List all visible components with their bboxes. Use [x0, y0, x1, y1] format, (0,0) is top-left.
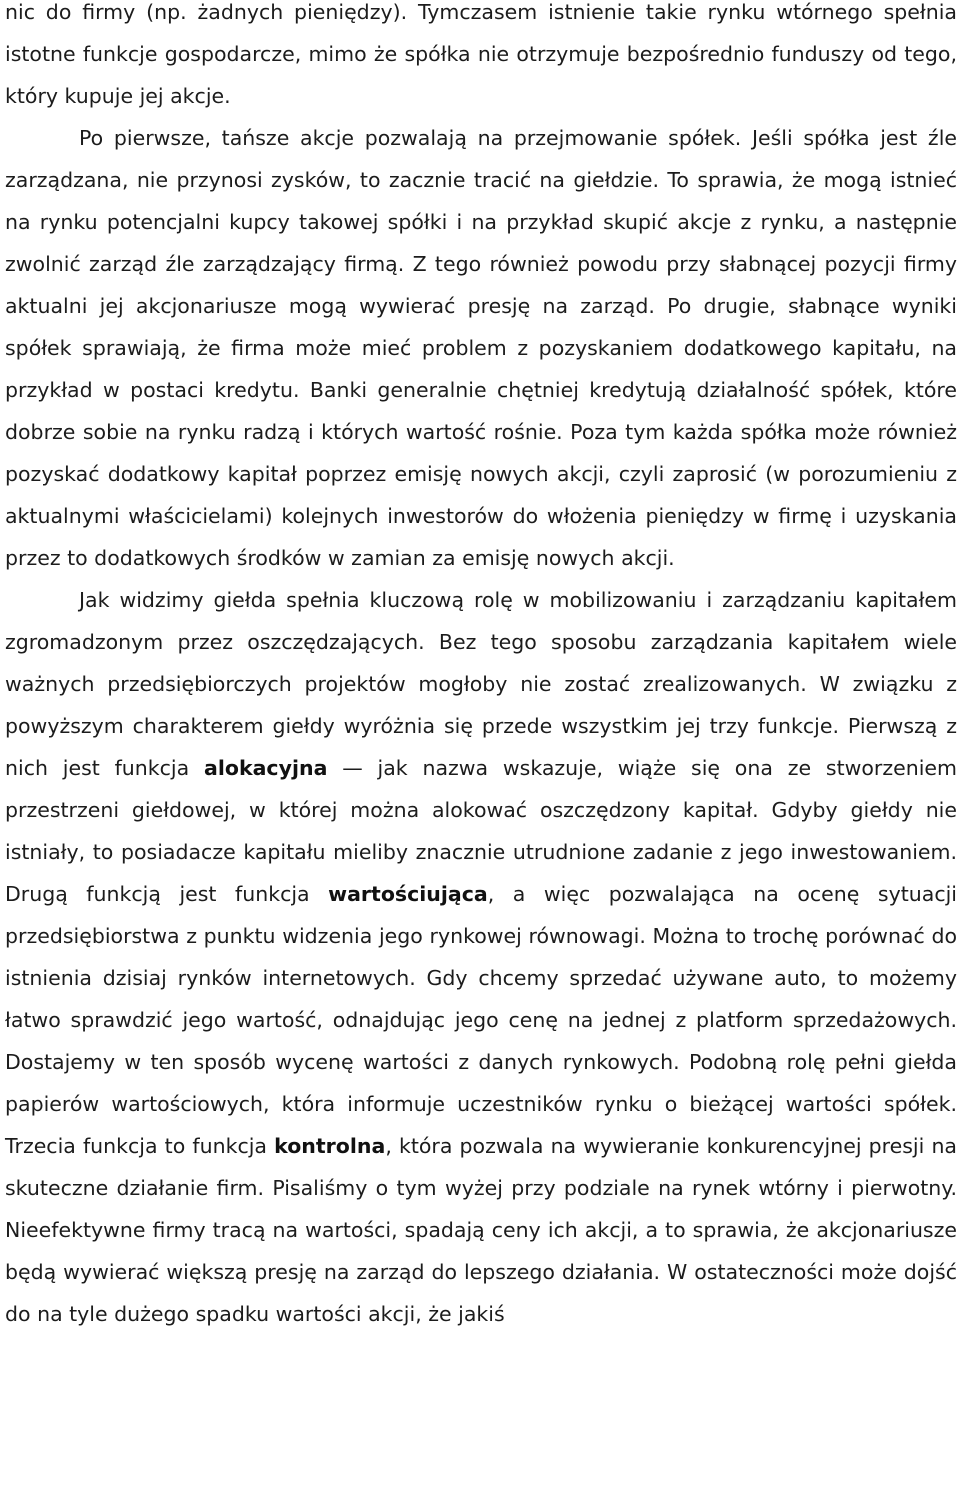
text-run: Po pierwsze, tańsze akcje pozwalają na przejmowanie spółek. Jeśli spółka jest źle zarządzana, nie przynosi zysków, to zacznie tracić na giełdzie. To sprawia, że mogą istnieć na rynku potencjalni kupcy takowej spółki i na przykład skupić akcje z rynku, a następnie zwolnić zarząd źle zarządzający firmą. Z tego również powodu przy słabnącej pozycji firmy aktualni jej akcjonariusze mogą wywierać presję na zarząd. Po drugie, słabnące wyniki spółek sprawiają, że firma może mieć problem z pozyskaniem dodatkowego kapitału, na przykład w postaci kredytu. Banki generalnie chętniej kredytują działalność spółek, które dobrze sobie na rynku radzą i których wartość rośnie. Poza tym każda spółka może również pozyskać dodatkowy kapitał poprzez emisję nowych akcji, czyli zaprosić (w porozumieniu z aktualnymi właścicielami) kolejnych inwestorów do włożenia pieniędzy w firmę i uzyskania przez to dodatkowych środków w zamian za emisję nowych akcji. — [5, 126, 957, 570]
term-allocation-function: alokacyjna — [204, 756, 328, 780]
term-control-function: kontrolna — [274, 1134, 386, 1158]
paragraph-exchange-functions — [5, 579, 957, 1335]
text-run: , a więc pozwalająca na ocenę sytuacji przedsiębiorstwa z punktu widzenia jego rynkowej równowagi. Można to trochę porównać do istnienia dzisiaj rynków internetowych. Gdy chcemy sprzedać używane auto, to możemy łatwo sprawdzić jego wartość, odnajdując jego cenę na jednej z platform sprzedażowych. Dostajemy w ten sposób wycenę wartości z danych rynkowych. Podobną rolę pełni giełda papierów wartościowych, która informuje uczestników rynku o bieżącej wartości spółek. Trzecia funkcja to funkcja — [5, 882, 957, 1158]
text-run: — jak nazwa wskazuje, wiąże się ona ze stworzeniem przestrzeni giełdowej, w której można alokować oszczędzony kapitał. Gdyby giełdy nie istniały, to posiadacze kapitału mieliby znacznie utrudnione zadanie z jego inwestowaniem. Drugą funkcją jest funkcja — [5, 756, 957, 906]
paragraph-takeover-and-capital — [5, 117, 957, 579]
text-run: Jak widzimy giełda spełnia kluczową rolę w mobilizowaniu i zarządzaniu kapitałem zgromadzonym przez oszczędzających. Bez tego sposobu zarządzania kapitałem wiele ważnych przedsiębiorczych projektów mogłoby nie zostać zrealizowanych. W związku z powyższym charakterem giełdy wyróżnia się przede wszystkim jej trzy funkcje. Pierwszą z nich jest funkcja — [5, 588, 957, 780]
text-run: , która pozwala na wywieranie konkurencyjnej presji na skuteczne działanie firm. Pisaliśmy o tym wyżej przy podziale na rynek wtórny i pierwotny. Nieefektywne firmy tracą na wartości, spadają ceny ich akcji, a to sprawia, że akcjonariusze będą wywierać większą presję na zarząd do lepszego działania. W ostateczności może dojść do na tyle dużego spadku wartości akcji, że jakiś — [5, 1134, 957, 1326]
term-valuation-function: wartościująca — [328, 882, 488, 906]
text-run: nic do firmy (np. żadnych pieniędzy). Tymczasem istnienie takie rynku wtórnego spełnia istotne funkcje gospodarcze, mimo że spółka nie otrzymuje bezpośrednio funduszy od tego, który kupuje jej akcje. — [5, 0, 957, 108]
paragraph-continuation — [5, 0, 957, 117]
